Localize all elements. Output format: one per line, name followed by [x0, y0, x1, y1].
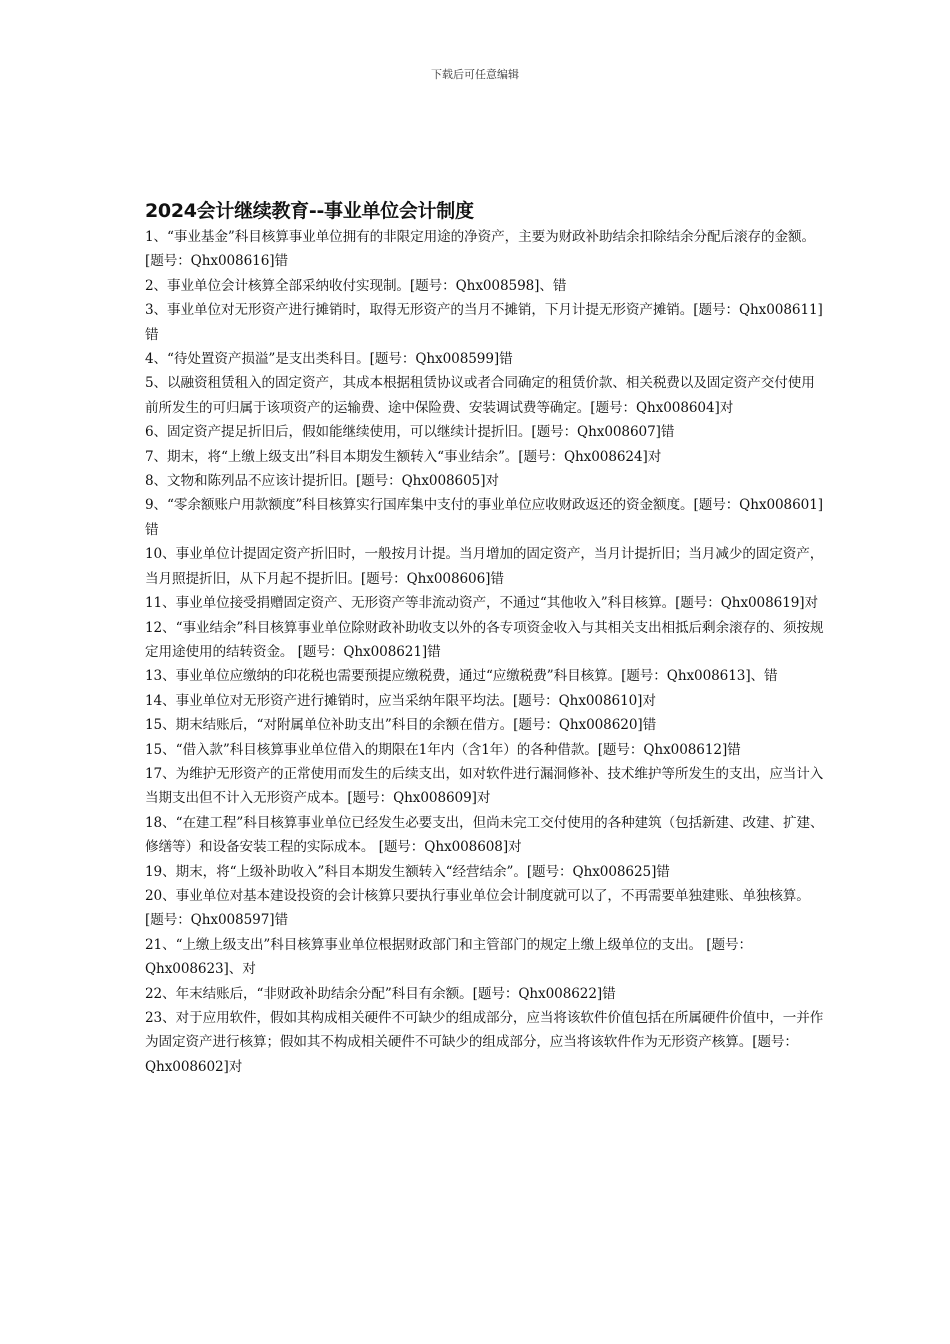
- question-item: 1、“事业基金”科目核算事业单位拥有的非限定用途的净资产，主要为财政补助结余扣除结余分配后滚存的金额。[题号：Qhx008616]错: [145, 229, 815, 270]
- question-item: 13、事业单位应缴纳的印花税也需要预提应缴税费，通过“应缴税费”科目核算。[题号：Qhx008613]、错: [145, 668, 778, 685]
- question-item: 20、事业单位对基本建设投资的会计核算只要执行事业单位会计制度就可以了，不再需要单独建账、单独核算。[题号：Qhx008597]错: [145, 887, 810, 929]
- question-item: 19、期末，将“上级补助收入”科目本期发生额转入“经营结余”。[题号：Qhx008625]错: [145, 863, 670, 880]
- question-item: 15、“借入款”科目核算事业单位借入的期限在1年内（含1年）的各种借款。[题号：Qhx008612]错: [145, 741, 741, 758]
- question-item: 18、“在建工程”科目核算事业单位已经发生必要支出，但尚未完工交付使用的各种建筑（包括新建、改建、扩建、修缮等）和设备安装工程的实际成本。 [题号：Qhx008608]对: [145, 814, 824, 856]
- question-item: 4、“待处置资产损溢”是支出类科目。[题号：Qhx008599]错: [145, 351, 513, 368]
- question-item: 17、为维护无形资产的正常使用而发生的后续支出，如对软件进行漏洞修补、技术维护等所发生的支出，应当计入当期支出但不计入无形资产成本。[题号：Qhx008609]对: [145, 765, 824, 807]
- question-item: 22、年末结账后，“非财政补助结余分配”科目有余额。[题号：Qhx008622]错: [145, 985, 616, 1002]
- question-item: 21、“上缴上级支出”科目核算事业单位根据财政部门和主管部门的规定上缴上级单位的支出。 [题号：Qhx008623]、对: [145, 936, 752, 978]
- page-header: 下载后可任意编辑: [431, 68, 519, 81]
- question-item: 9、“零余额账户用款额度”科目核算实行国库集中支付的事业单位应收财政返还的资金额度。[题号：Qhx008601]错: [145, 497, 823, 538]
- question-item: 7、期末，将“上缴上级支出”科目本期发生额转入“事业结余”。[题号：Qhx008624]对: [145, 448, 662, 465]
- document-body: [145, 197, 825, 1079]
- question-item: 3、事业单位对无形资产进行摊销时，取得无形资产的当月不摊销，下月计提无形资产摊销。[题号：Qhx008611]错: [145, 302, 823, 343]
- question-item: 8、文物和陈列品不应该计提折旧。[题号：Qhx008605]对: [145, 473, 499, 490]
- document-title: 2024会计继续教育--事业单位会计制度: [145, 200, 474, 222]
- question-item: 5、以融资租赁租入的固定资产，其成本根据租赁协议或者合同确定的租赁价款、相关税费以及固定资产交付使用前所发生的可归属于该项资产的运输费、途中保险费、安装调试费等确定。[题号：Qhx008604]对: [145, 375, 815, 416]
- question-item: 12、“事业结余”科目核算事业单位除财政补助收支以外的各专项资金收入与其相关支出相抵后剩余滚存的、须按规定用途使用的结转资金。 [题号：Qhx008621]错: [145, 619, 824, 660]
- question-item: 23、对于应用软件，假如其构成相关硬件不可缺少的组成部分，应当将该软件价值包括在所属硬件价值中，一并作为固定资产进行核算；假如其不构成相关硬件不可缺少的组成部分，应当将该软件作为无形资产核算。[题号：Qhx008602]对: [145, 1010, 824, 1075]
- question-item: 2、事业单位会计核算全部采纳收付实现制。[题号：Qhx008598]、错: [145, 277, 567, 294]
- question-item: 11、事业单位接受捐赠固定资产、无形资产等非流动资产，不通过“其他收入”科目核算。[题号：Qhx008619]对: [145, 595, 819, 612]
- question-item: 14、事业单位对无形资产进行摊销时，应当采纳年限平均法。[题号：Qhx008610]对: [145, 692, 656, 709]
- question-item: 6、固定资产提足折旧后，假如能继续使用，可以继续计提折旧。[题号：Qhx008607]错: [145, 424, 675, 441]
- question-item: 10、事业单位计提固定资产折旧时，一般按月计提。当月增加的固定资产，当月计提折旧；当月减少的固定资产，当月照提折旧，从下月起不提折旧。[题号：Qhx008606]错: [145, 546, 824, 587]
- question-item: 15、期末结账后，“对附属单位补助支出”科目的余额在借方。[题号：Qhx008620]错: [145, 717, 657, 734]
